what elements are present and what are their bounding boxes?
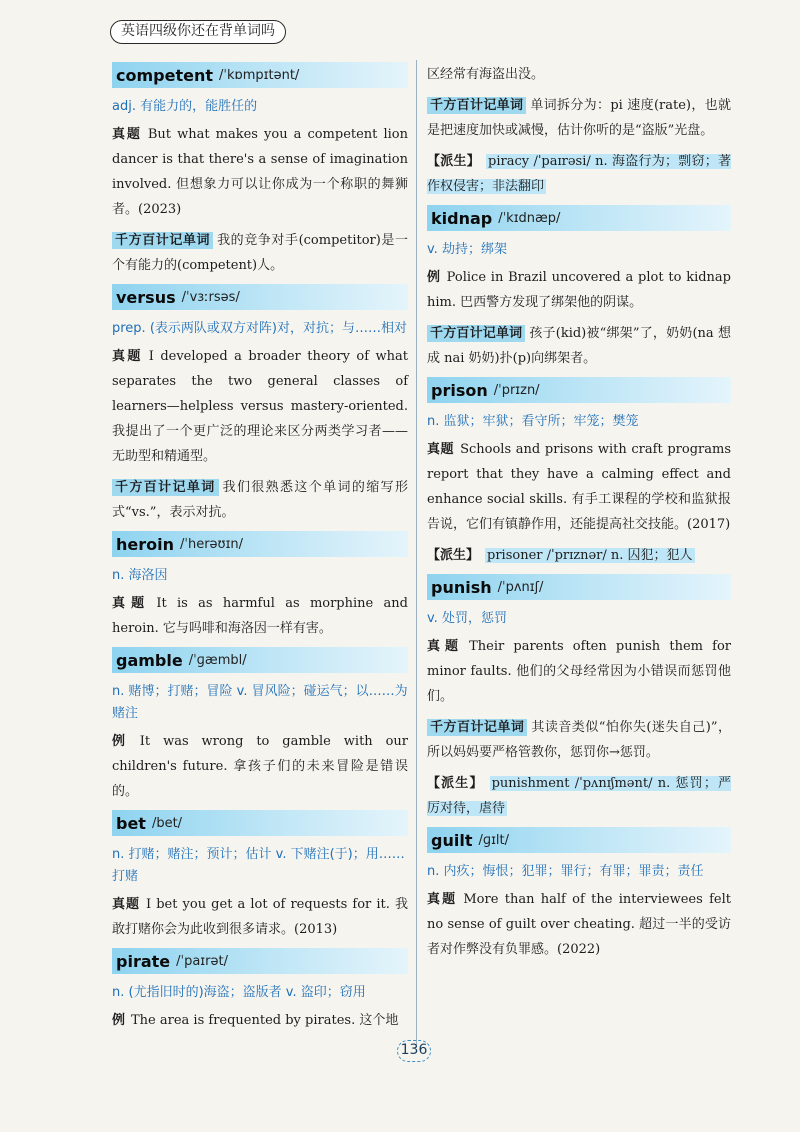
- entry-paragraph: [112, 228, 408, 278]
- paragraph-text: Schools and prisons with craft programs report that they have a calming effect and enhance social skills. 有手工课程的学校和监狱报告说，它们有镇静作用，还能提高社交技能。(2017): [427, 442, 731, 532]
- left-column: [112, 62, 408, 1039]
- paragraph-text: piracy /ˈpaɪrəsi/ n. 海盗行为；剽窃；著作权侵害；非法翻印: [427, 154, 731, 194]
- paragraph-label: 【派生】: [427, 776, 484, 791]
- entry-paragraph: [112, 729, 408, 804]
- headword-text: bet: [116, 813, 146, 833]
- word-entry: [427, 377, 731, 568]
- paragraph-text: 我们很熟悉这个单词的缩写形式“vs.”，表示对抗。: [112, 480, 408, 520]
- headword-bar: [112, 647, 408, 673]
- entry-paragraph: [112, 591, 408, 641]
- paragraph-text: 孩子(kid)被“绑架”了，奶奶(na 想成 nai 奶奶)扑(p)向绑架者。: [427, 326, 731, 366]
- paragraph-label: 千方百计记单词: [112, 232, 213, 249]
- word-entry: [112, 284, 408, 525]
- part-of-speech-definition: v. 劫持；绑架: [427, 242, 507, 257]
- word-entry: [427, 62, 731, 199]
- paragraph-text: I bet you get a lot of requests for it. 我敢打赌你会为此收到很多请求。(2013): [112, 897, 408, 937]
- headword-text: guilt: [431, 830, 473, 850]
- entry-paragraph: [427, 543, 731, 568]
- paragraph-text: 其读音类似“怕你失(迷失自己)”，所以妈妈要严格管教你，惩罚你→惩罚。: [427, 720, 731, 760]
- book-title-tag: 英语四级你还在背单词吗: [110, 20, 286, 44]
- part-of-speech-definition: n. 内疚；悔恨；犯罪；罪行；有罪；罪责；责任: [427, 864, 704, 879]
- paragraph-label: 真题: [427, 639, 464, 654]
- part-of-speech-definition: n. 赌博；打赌；冒险 v. 冒风险；碰运气；以……为赌注: [112, 684, 408, 721]
- word-entry: [112, 948, 408, 1033]
- headword-bar: [112, 810, 408, 836]
- continued-text: 区经常有海盗出没。: [427, 67, 545, 82]
- word-entry: [112, 531, 408, 641]
- entry-paragraph: [427, 715, 731, 765]
- headword-text: heroin: [116, 534, 174, 554]
- phonetic: /ˈkɪdnæp/: [498, 210, 561, 226]
- entry-paragraph: [427, 771, 731, 821]
- phonetic: /ˈkɒmpɪtənt/: [219, 67, 300, 83]
- headword-text: punish: [431, 577, 492, 597]
- phonetic: /ˈpaɪrət/: [176, 953, 228, 969]
- paragraph-label: 真题: [112, 897, 140, 912]
- paragraph-label: 真题: [112, 596, 151, 611]
- column-divider: [416, 60, 417, 1045]
- word-entry: [112, 647, 408, 804]
- paragraph-label: 例: [112, 734, 134, 749]
- part-of-speech-definition: n. 海洛因: [112, 568, 168, 583]
- paragraph-text: The area is frequented by pirates. 这个地: [131, 1013, 399, 1028]
- headword-text: competent: [116, 65, 213, 85]
- paragraph-label: 例: [427, 270, 441, 285]
- part-of-speech-definition: prep. (表示两队或双方对阵)对，对抗；与……相对: [112, 321, 407, 336]
- paragraph-label: 千方百计记单词: [427, 97, 526, 114]
- headword-bar: [112, 531, 408, 557]
- part-of-speech-definition: n. 打赌；赌注；预计；估计 v. 下赌注(于)；用……打赌: [112, 847, 405, 884]
- part-of-speech-definition: v. 处罚，惩罚: [427, 611, 507, 626]
- phonetic: /ɡɪlt/: [478, 832, 510, 848]
- right-column: [427, 62, 731, 968]
- paragraph-text: prisoner /ˈprɪznər/ n. 囚犯；犯人: [487, 548, 693, 563]
- phonetic: /ˈvɜːrsəs/: [181, 289, 240, 305]
- phonetic: /bet/: [151, 815, 183, 831]
- paragraph-text: I developed a broader theory of what separates the two general classes of learners—helpless versus mastery-oriented. 我提出了一个更广泛的理论来区分两类学习者——无助型和精通型。: [112, 349, 408, 464]
- phonetic: /ˈɡæmbl/: [188, 652, 247, 668]
- headword-bar: [427, 377, 731, 403]
- headword-text: gamble: [116, 650, 183, 670]
- part-of-speech-definition: n. 监狱；牢狱；看守所；牢笼；樊笼: [427, 414, 639, 429]
- headword-bar: [112, 948, 408, 974]
- headword-text: prison: [431, 380, 488, 400]
- paragraph-text: punishment /ˈpʌnɪʃmənt/ n. 惩罚；严厉对待，虐待: [427, 776, 731, 816]
- headword-text: pirate: [116, 951, 171, 971]
- paragraph-text: It is as harmful as morphine and heroin. 它与吗啡和海洛因一样有害。: [112, 596, 408, 636]
- word-entry: [427, 827, 731, 962]
- headword-bar: [112, 62, 408, 88]
- paragraph-text: 我的竞争对手(competitor)是一个有能力的(competent)人。: [112, 233, 408, 273]
- paragraph-text: Police in Brazil uncovered a plot to kidnap him. 巴西警方发现了绑架他的阴谋。: [427, 270, 731, 310]
- page-number: 136: [397, 1040, 431, 1062]
- entry-paragraph: [427, 437, 731, 537]
- paragraph-label: 例: [112, 1013, 126, 1028]
- word-entry: [427, 574, 731, 821]
- headword-bar: [427, 827, 731, 853]
- paragraph-label: 千方百计记单词: [112, 479, 219, 496]
- paragraph-label: 千方百计记单词: [427, 719, 527, 736]
- entry-paragraph: [112, 122, 408, 222]
- word-entry: [112, 810, 408, 942]
- paragraph-label: 真题: [427, 442, 455, 457]
- entry-paragraph: [112, 344, 408, 469]
- entry-paragraph: [427, 634, 731, 709]
- word-entry: [427, 205, 731, 371]
- headword-bar: [112, 284, 408, 310]
- headword-bar: [427, 205, 731, 231]
- headword-text: versus: [116, 287, 176, 307]
- paragraph-label: 真题: [427, 892, 458, 907]
- headword-text: kidnap: [431, 208, 493, 228]
- part-of-speech-definition: n. (尤指旧时的)海盗；盗版者 v. 盗印；窃用: [112, 985, 366, 1000]
- paragraph-label: 【派生】: [427, 154, 480, 169]
- entry-paragraph: [427, 149, 731, 199]
- entry-paragraph: [112, 892, 408, 942]
- phonetic: /ˈpʌnɪʃ/: [497, 579, 544, 595]
- paragraph-label: 【派生】: [427, 548, 480, 563]
- paragraph-text: It was wrong to gamble with our children's future. 拿孩子们的未来冒险是错误的。: [112, 734, 408, 799]
- headword-bar: [427, 574, 731, 600]
- entry-paragraph: [427, 265, 731, 315]
- paragraph-text: More than half of the interviewees felt no sense of guilt over cheating. 超过一半的受访者对作弊没有负罪感。(2022): [427, 892, 731, 957]
- paragraph-text: But what makes you a competent lion dancer is that there's a sense of imagination involved. 但想象力可以让你成为一个称职的舞狮者。(2023): [112, 127, 408, 217]
- paragraph-text: 单词拆分为：pi 速度(rate)，也就是把速度加快或减慢，估计你听的是“盗版”光盘。: [427, 98, 731, 138]
- entry-paragraph: [112, 1008, 408, 1033]
- phonetic: /ˈherəʊɪn/: [180, 536, 244, 552]
- part-of-speech-definition: adj. 有能力的，能胜任的: [112, 99, 258, 114]
- entry-paragraph: [112, 475, 408, 525]
- entry-paragraph: [427, 321, 731, 371]
- phonetic: /ˈprɪzn/: [493, 382, 540, 398]
- paragraph-label: 真题: [112, 127, 142, 142]
- entry-paragraph: [427, 93, 731, 143]
- paragraph-text: Their parents often punish them for minor faults. 他们的父母经常因为小错误而惩罚他们。: [427, 639, 731, 704]
- entry-paragraph: [427, 887, 731, 962]
- word-entry: [112, 62, 408, 278]
- paragraph-label: 千方百计记单词: [427, 325, 525, 342]
- paragraph-label: 真题: [112, 349, 143, 364]
